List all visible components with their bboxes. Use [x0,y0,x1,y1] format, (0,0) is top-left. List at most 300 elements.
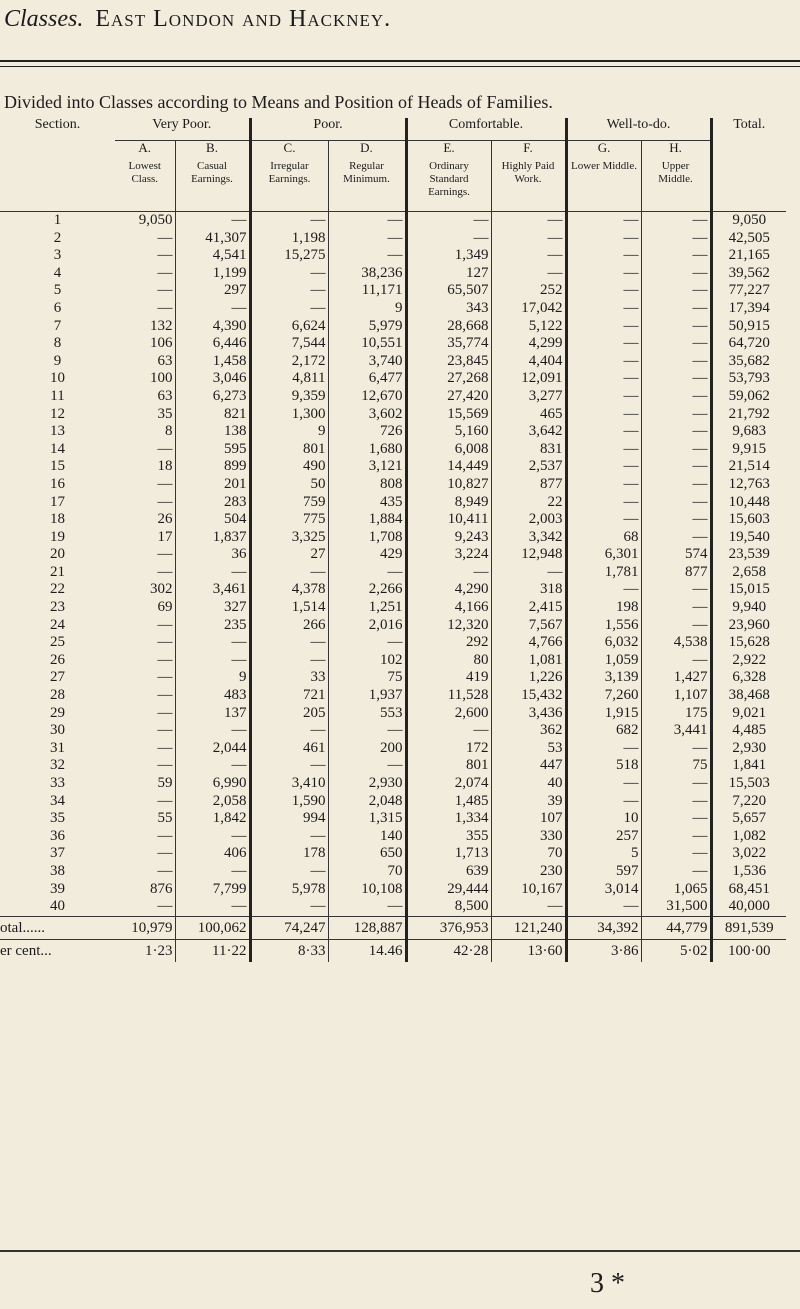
class-b-cell: 3,461 [175,581,250,599]
class-a-cell: — [157,898,173,915]
class-a-cell: 8 [165,423,173,440]
class-d-cell: 1,251 [328,599,406,617]
class-g-cell: 1,781 [566,564,641,582]
class-a-cell: 876 [150,880,173,897]
total-cell: 1,841 [711,757,786,775]
summary-row [0,916,786,939]
classes-table [0,118,786,962]
class-f-cell: 877 [491,476,566,494]
class-e-cell: 127 [406,265,491,283]
class-g-cell: — [566,370,641,388]
class-h-cell: — [641,247,711,265]
table-row [0,441,786,459]
class-h-cell: — [641,617,711,635]
section-cell: 39 [50,880,65,897]
class-h-cell: 3,441 [641,722,711,740]
total-cell: 35,682 [711,353,786,371]
class-a-cell: — [157,739,173,756]
table-row [0,881,786,899]
class-f-cell: 70 [491,845,566,863]
class-f-cell: 121,240 [491,916,566,939]
total-cell: 21,792 [711,406,786,424]
total-cell: 2,658 [711,564,786,582]
total-column-header: Total. [711,118,786,212]
table-row [0,300,786,318]
section-cell: 38 [50,862,65,879]
class-e-cell: 1,334 [406,810,491,828]
class-e-cell: 28,668 [406,318,491,336]
class-g-cell: — [566,353,641,371]
class-a-cell: — [157,757,173,774]
class-h-cell: 877 [641,564,711,582]
class-g-cell: — [566,265,641,283]
class-b-cell: 201 [175,476,250,494]
table-row [0,705,786,723]
class-h-cell: 5·02 [641,939,711,962]
class-f-cell: 22 [491,494,566,512]
class-b-cell: — [175,300,250,318]
class-f-cell: 2,537 [491,458,566,476]
class-e-cell: 292 [406,634,491,652]
class-g-cell: — [566,388,641,406]
class-b-cell: 41,307 [175,230,250,248]
class-d-cell: 70 [328,863,406,881]
class-c-cell: 461 [250,740,328,758]
total-cell: 19,540 [711,529,786,547]
class-g-cell: 597 [566,863,641,881]
summary-row [0,939,786,962]
table-row [0,828,786,846]
class-c-cell: — [250,282,328,300]
class-d-cell: 2,016 [328,617,406,635]
class-a-cell: — [157,862,173,879]
class-c-cell: 1,198 [250,230,328,248]
class-f-cell: 831 [491,441,566,459]
class-b-cell: 406 [175,845,250,863]
class-h-cell: — [641,282,711,300]
class-b-cell: 6,273 [175,388,250,406]
class-e-cell: — [406,230,491,248]
table-row [0,335,786,353]
total-cell: 21,165 [711,247,786,265]
class-f-cell: — [491,247,566,265]
class-g-cell: 1,059 [566,652,641,670]
class-g-cell: — [566,458,641,476]
class-g-cell: — [566,581,641,599]
total-cell: 9,021 [711,705,786,723]
class-g-cell: — [566,476,641,494]
class-a-cell: — [157,546,173,563]
class-g-cell: — [566,441,641,459]
class-c-cell: 1,590 [250,793,328,811]
class-b-cell: 11·22 [175,939,250,962]
class-a-cell: — [157,687,173,704]
total-cell: 2,930 [711,740,786,758]
class-a-cell: — [157,845,173,862]
class-a-cell: — [157,264,173,281]
class-b-cell: 504 [175,511,250,529]
class-a-cell: — [157,247,173,264]
class-d-cell: 200 [328,740,406,758]
class-header-h: H. Upper Middle. [641,141,711,212]
total-cell: 100·00 [711,939,786,962]
table-row [0,669,786,687]
class-d-cell: 75 [328,669,406,687]
class-f-cell: 2,003 [491,511,566,529]
table-body [0,212,786,962]
header-rule-thin [0,66,800,67]
class-b-cell: — [175,757,250,775]
class-e-cell: — [406,722,491,740]
class-c-cell: 2,172 [250,353,328,371]
section-cell: 27 [50,669,65,686]
class-d-cell: — [328,757,406,775]
section-cell: 31 [50,739,65,756]
class-b-cell: 2,044 [175,740,250,758]
class-header-b: B. Casual Earnings. [175,141,250,212]
section-cell: otal...... [0,916,115,939]
class-d-cell: — [328,722,406,740]
class-g-cell: — [566,423,641,441]
class-a-cell: — [157,299,173,316]
class-a-cell: — [157,563,173,580]
class-e-cell: 419 [406,669,491,687]
class-h-cell: — [641,458,711,476]
class-b-cell: 821 [175,406,250,424]
class-h-cell: — [641,406,711,424]
class-e-cell: 4,166 [406,599,491,617]
table-row [0,388,786,406]
total-cell: 40,000 [711,898,786,916]
class-f-cell: 1,081 [491,652,566,670]
table-row [0,564,786,582]
section-cell: 37 [50,845,65,862]
total-cell: 15,503 [711,775,786,793]
class-c-cell: — [250,828,328,846]
class-g-cell: 257 [566,828,641,846]
class-c-cell: 7,544 [250,335,328,353]
class-h-cell: — [641,529,711,547]
class-d-cell: 1,680 [328,441,406,459]
class-g-cell: 6,032 [566,634,641,652]
class-b-cell: 1,837 [175,529,250,547]
class-d-cell: 38,236 [328,265,406,283]
total-cell: 9,915 [711,441,786,459]
class-d-cell: — [328,230,406,248]
class-h-cell: — [641,441,711,459]
class-h-cell: 1,427 [641,669,711,687]
class-a-cell: — [157,792,173,809]
class-a-cell: 106 [150,335,173,352]
class-h-cell: — [641,476,711,494]
class-a-cell: — [157,282,173,299]
class-f-cell: 17,042 [491,300,566,318]
table-row [0,599,786,617]
class-c-cell: 801 [250,441,328,459]
group-header-very-poor: Very Poor. [115,118,250,141]
table-row [0,318,786,336]
footer-rule [0,1250,800,1252]
class-d-cell: 102 [328,652,406,670]
class-f-cell: 447 [491,757,566,775]
class-g-cell: — [566,335,641,353]
class-d-cell: 9 [328,300,406,318]
class-b-cell: — [175,898,250,916]
total-cell: 68,451 [711,881,786,899]
class-e-cell: — [406,564,491,582]
section-cell: 6 [53,299,62,316]
total-cell: 50,915 [711,318,786,336]
class-e-cell: 3,224 [406,546,491,564]
class-g-cell: — [566,318,641,336]
section-column-header: Section. [0,118,115,212]
class-d-cell: 12,670 [328,388,406,406]
class-g-cell: — [566,282,641,300]
class-c-cell: 266 [250,617,328,635]
class-e-cell: 1,349 [406,247,491,265]
table-row [0,406,786,424]
class-g-cell: 3·86 [566,939,641,962]
section-cell: 3 [53,247,62,264]
class-c-cell: — [250,757,328,775]
class-d-cell: 10,108 [328,881,406,899]
class-d-cell: 429 [328,546,406,564]
table-row [0,793,786,811]
total-cell: 64,720 [711,335,786,353]
group-header-row [0,118,786,141]
table-row [0,353,786,371]
class-b-cell: 6,446 [175,335,250,353]
section-cell: 11 [50,387,65,404]
class-a-cell: — [157,827,173,844]
table-row [0,230,786,248]
section-cell: 36 [50,827,65,844]
class-e-cell: 35,774 [406,335,491,353]
class-a-cell: 26 [157,511,173,528]
section-cell: 18 [50,511,65,528]
class-header-a: A. Lowest Class. [115,141,175,212]
class-f-cell: — [491,898,566,916]
class-c-cell: — [250,265,328,283]
class-h-cell: 4,538 [641,634,711,652]
class-g-cell: — [566,494,641,512]
class-d-cell: 5,979 [328,318,406,336]
class-f-cell: 252 [491,282,566,300]
section-cell: 1 [53,212,62,228]
class-b-cell: — [175,863,250,881]
class-a-cell: 59 [157,775,173,791]
class-e-cell: 172 [406,740,491,758]
class-b-cell: — [175,634,250,652]
class-f-cell: 5,122 [491,318,566,336]
class-h-cell: 31,500 [641,898,711,916]
class-b-cell: — [175,828,250,846]
section-cell: 10 [50,370,65,387]
class-b-cell: 483 [175,687,250,705]
section-cell: 20 [50,546,65,563]
group-header-poor: Poor. [250,118,406,141]
table-row [0,863,786,881]
section-cell: 29 [50,704,65,721]
class-e-cell: 23,845 [406,353,491,371]
table-row [0,757,786,775]
class-e-cell: 801 [406,757,491,775]
class-a-cell: 132 [150,317,173,334]
class-h-cell: 75 [641,757,711,775]
class-g-cell: — [566,775,641,793]
class-e-cell: 14,449 [406,458,491,476]
class-a-cell: 63 [157,352,173,369]
section-cell: 40 [50,898,65,915]
section-cell: 14 [50,440,65,457]
class-c-cell: — [250,300,328,318]
class-g-cell: — [566,406,641,424]
class-c-cell: 721 [250,687,328,705]
class-b-cell: 138 [175,423,250,441]
class-f-cell: 13·60 [491,939,566,962]
class-h-cell: — [641,828,711,846]
class-b-cell: 297 [175,282,250,300]
class-f-cell: 39 [491,793,566,811]
class-f-cell: 4,299 [491,335,566,353]
total-cell: 21,514 [711,458,786,476]
class-h-cell: — [641,845,711,863]
class-g-cell: — [566,898,641,916]
class-f-cell: — [491,564,566,582]
section-cell: 17 [50,493,65,510]
class-a-cell: 100 [150,370,173,387]
class-e-cell: 2,600 [406,705,491,723]
total-cell: 23,539 [711,546,786,564]
class-g-cell: 1,556 [566,617,641,635]
total-cell: 23,960 [711,617,786,635]
class-h-cell: — [641,318,711,336]
class-d-cell: 2,048 [328,793,406,811]
table-row [0,810,786,828]
class-d-cell: — [328,634,406,652]
table-row [0,617,786,635]
table-row [0,898,786,916]
class-f-cell: 10,167 [491,881,566,899]
table-row [0,458,786,476]
section-cell: 32 [50,757,65,774]
class-f-cell: 230 [491,863,566,881]
class-h-cell: — [641,335,711,353]
class-e-cell: 639 [406,863,491,881]
section-cell: 34 [50,792,65,809]
total-cell: 2,922 [711,652,786,670]
section-cell: 9 [53,352,62,369]
class-c-cell: 15,275 [250,247,328,265]
class-e-cell: 1,713 [406,845,491,863]
class-h-cell: — [641,388,711,406]
class-e-cell: 11,528 [406,687,491,705]
class-e-cell: 2,074 [406,775,491,793]
class-a-cell: — [157,634,173,651]
total-cell: 39,562 [711,265,786,283]
class-d-cell: 650 [328,845,406,863]
class-b-cell: 9 [175,669,250,687]
class-header-c: C. Irregular Earnings. [250,141,328,212]
total-cell: 4,485 [711,722,786,740]
class-h-cell: — [641,370,711,388]
class-h-cell: — [641,494,711,512]
class-d-cell: 553 [328,705,406,723]
class-g-cell: — [566,740,641,758]
class-a-cell: — [157,616,173,633]
class-g-cell: 68 [566,529,641,547]
class-c-cell: — [250,898,328,916]
class-e-cell: 12,320 [406,617,491,635]
class-b-cell: 7,799 [175,881,250,899]
class-c-cell: 205 [250,705,328,723]
class-header-d: D. Regular Minimum. [328,141,406,212]
class-b-cell: 4,541 [175,247,250,265]
class-e-cell: 10,411 [406,511,491,529]
total-cell: 9,050 [711,212,786,230]
class-g-cell: 518 [566,757,641,775]
class-e-cell: 376,953 [406,916,491,939]
class-e-cell: 27,268 [406,370,491,388]
class-c-cell: 1,514 [250,599,328,617]
class-h-cell: — [641,793,711,811]
class-e-cell: 15,569 [406,406,491,424]
classes-label: Classes. [4,6,84,32]
class-e-cell: 80 [406,652,491,670]
class-g-cell: 682 [566,722,641,740]
class-f-cell: 465 [491,406,566,424]
class-c-cell: 4,811 [250,370,328,388]
class-f-cell: — [491,265,566,283]
class-g-cell: 10 [566,810,641,828]
class-h-cell: — [641,353,711,371]
class-e-cell: 5,160 [406,423,491,441]
section-cell: 28 [50,687,65,704]
table-row [0,476,786,494]
class-g-cell: 3,014 [566,881,641,899]
class-h-cell: — [641,300,711,318]
class-b-cell: 2,058 [175,793,250,811]
class-h-cell: 1,065 [641,881,711,899]
class-f-cell: — [491,212,566,230]
class-b-cell: 327 [175,599,250,617]
class-h-cell: — [641,581,711,599]
class-b-cell: 137 [175,705,250,723]
class-c-cell: 3,325 [250,529,328,547]
class-f-cell: 4,766 [491,634,566,652]
class-c-cell: 3,410 [250,775,328,793]
table-row [0,247,786,265]
class-d-cell: 6,477 [328,370,406,388]
class-c-cell: 5,978 [250,881,328,899]
section-cell: 15 [50,458,65,475]
section-cell: 19 [50,528,65,545]
table-row [0,423,786,441]
total-cell: 6,328 [711,669,786,687]
total-cell: 1,082 [711,828,786,846]
section-cell: 13 [50,423,65,440]
class-c-cell: 8·33 [250,939,328,962]
class-e-cell: 42·28 [406,939,491,962]
class-c-cell: 178 [250,845,328,863]
class-f-cell: 53 [491,740,566,758]
class-c-cell: 4,378 [250,581,328,599]
class-b-cell: 100,062 [175,916,250,939]
total-cell: 42,505 [711,230,786,248]
class-f-cell: — [491,230,566,248]
class-h-cell: — [641,423,711,441]
section-cell: 16 [50,475,65,492]
